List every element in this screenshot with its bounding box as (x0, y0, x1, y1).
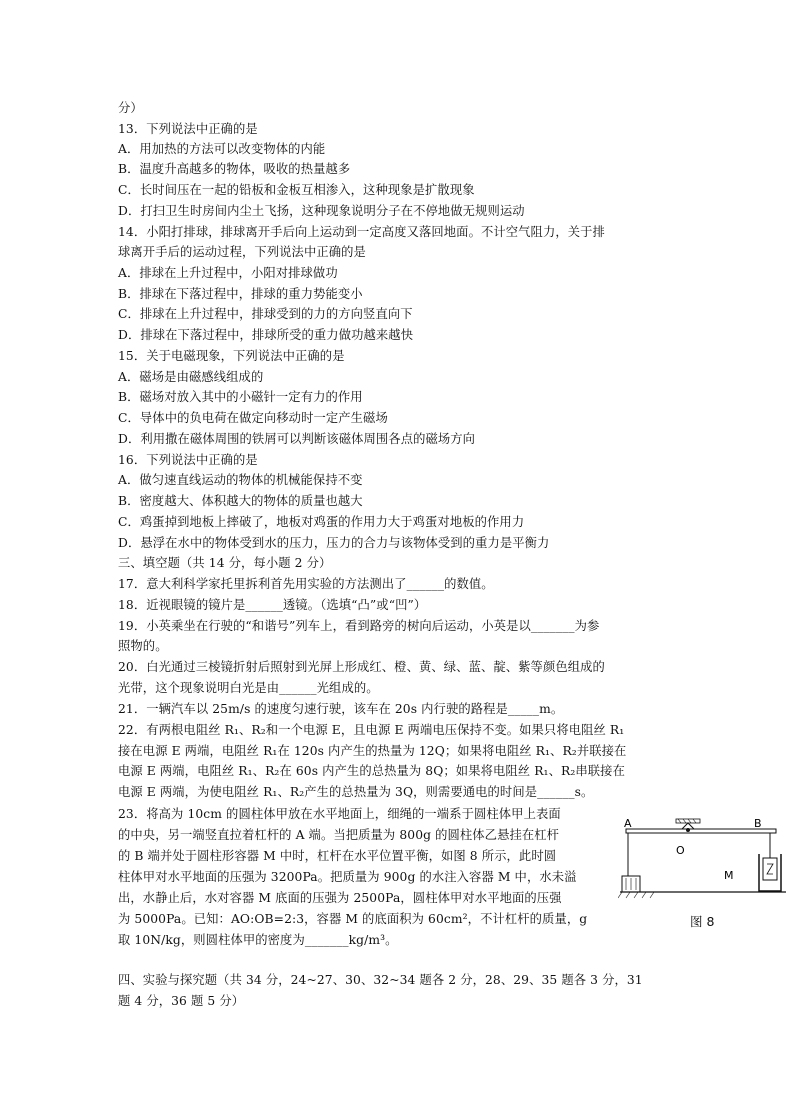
question-21: 21．一辆汽车以 25m/s 的速度匀速行驶，该车在 20s 内行驶的路程是_____m。 (118, 702, 564, 716)
option-b: B．密度越大、体积越大的物体的质量也越大 (118, 494, 363, 508)
option-b: B．磁场对放入其中的小磁针一定有力的作用 (118, 390, 363, 404)
option-c: C．导体中的负电荷在做定向移动时一定产生磁场 (118, 411, 388, 425)
text-line: 接在电源 E 两端，电阻丝 R₁在 120s 内产生的热量为 12Q；如果将电阻丝 R₁、R₂并联接在 (118, 744, 627, 758)
question-19: 19．小英乘坐在行驶的“和谐号”列车上，看到路旁的树向后运动，小英是以_______为参 (118, 619, 600, 633)
question-14: 14．小阳打排球，排球离开手后向上运动到一定高度又落回地面。不计空气阻力，关于排 (118, 225, 605, 239)
ground-hatch (618, 892, 654, 898)
option-d: D．排球在下落过程中，排球所受的重力做功越来越快 (118, 328, 414, 342)
label-a: A (624, 817, 632, 830)
option-a: A．做匀速直线运动的物体的机械能保持不变 (118, 473, 363, 487)
label-o: O (676, 844, 685, 857)
question-20: 20．白光通过三棱镜折射后照射到光屏上形成红、橙、黄、绿、蓝、靛、紫等颜色组成的 (118, 660, 605, 674)
question-18: 18．近视眼镜的镜片是______透镜。（选填“凸”或“凹”） (118, 598, 427, 612)
figure-caption: 图 8 (690, 914, 715, 929)
question-22: 22．有两根电阻丝 R₁、R₂和一个电源 E，且电源 E 两端电压保持不变。如果只将电阻丝 R₁ (118, 723, 625, 737)
text-line: 球离开手后的运动过程，下列说法中正确的是 (118, 245, 366, 259)
text-line: 取 10N/kg，则圆柱体甲的密度为_______kg/m³。 (118, 933, 398, 947)
option-a: A．用加热的方法可以改变物体的内能 (118, 142, 326, 156)
option-c: C．排球在上升过程中，排球受到的力的方向竖直向下 (118, 307, 413, 321)
text-line: 光带，这个现象说明白光是由______光组成的。 (118, 681, 379, 695)
section-heading: 三、填空题（共 14 分，每小题 2 分） (118, 556, 332, 570)
text-line: 的中央，另一端竖直拉着杠杆的 A 端。当把质量为 800g 的圆柱体乙悬挂在杠杆 (118, 828, 560, 842)
label-m: M (724, 869, 734, 882)
pivot-point (686, 828, 690, 832)
question-15: 15．关于电磁现象，下列说法中正确的是 (118, 349, 345, 363)
option-d: D．悬浮在水中的物体受到水的压力，压力的合力与该物体受到的重力是平衡力 (118, 536, 550, 550)
text-line: 题 4 分，36 题 5 分） (118, 994, 245, 1008)
label-b: B (754, 817, 762, 830)
question-17: 17．意大利科学家托里拆利首先用实验的方法测出了______的数值。 (118, 577, 494, 591)
text-line: 电源 E 两端，电阻丝 R₁、R₂在 60s 内产生的总热量为 8Q；如果将电阻丝 R₁、R₂串联接在 (118, 764, 625, 778)
text-line: 柱体甲对水平地面的压强为 3200Pa。把质量为 900g 的水注入容器 M 中，水未溢 (118, 870, 577, 884)
option-b: B．排球在下落过程中，排球的重力势能变小 (118, 287, 363, 301)
section-heading: 四、实验与探究题（共 34 分，24~27、30、32~34 题各 2 分，28、29、35 题各 3 分，31 (118, 973, 643, 987)
option-b: B．温度升高越多的物体，吸收的热量越多 (118, 162, 351, 176)
question-16: 16．下列说法中正确的是 (118, 453, 258, 467)
option-a: A．磁场是由磁感线组成的 (118, 370, 264, 384)
text-line: 照物的。 (118, 639, 168, 653)
question-23: 23．将高为 10cm 的圆柱体甲放在水平地面上，细绳的一端系于圆柱体甲上表面 (118, 807, 561, 821)
option-d: D．利用撒在磁体周围的铁屑可以判断该磁体周围各点的磁场方向 (118, 432, 476, 446)
option-c: C．鸡蛋掉到地板上摔破了，地板对鸡蛋的作用力大于鸡蛋对地板的作用力 (118, 515, 525, 529)
option-d: D．打扫卫生时房间内尘土飞扬，这种现象说明分子在不停地做无规则运动 (118, 204, 525, 218)
option-c: C．长时间压在一起的铅板和金板互相渗入，这种现象是扩散现象 (118, 183, 475, 197)
text-line: 电源 E 两端，为使电阻丝 R₁、R₂产生的总热量为 3Q，则需要通电的时间是______s。 (118, 785, 594, 799)
text-line: 出，水静止后，水对容器 M 底面的压强为 2500Pa，圆柱体甲对水平地面的压强 (118, 891, 562, 905)
option-a: A．排球在上升过程中，小阳对排球做功 (118, 266, 338, 280)
question-13: 13．下列说法中正确的是 (118, 122, 258, 136)
text-line: 分） (118, 101, 143, 115)
text-line: 为 5000Pa。已知：AO:OB=2:3，容器 M 的底面积为 60cm²，不计杠杆的质量，g (118, 912, 588, 926)
text-line: 的 B 端并处于圆柱形容器 M 中时，杠杆在水平位置平衡，如图 8 所示，此时圆 (118, 849, 557, 863)
